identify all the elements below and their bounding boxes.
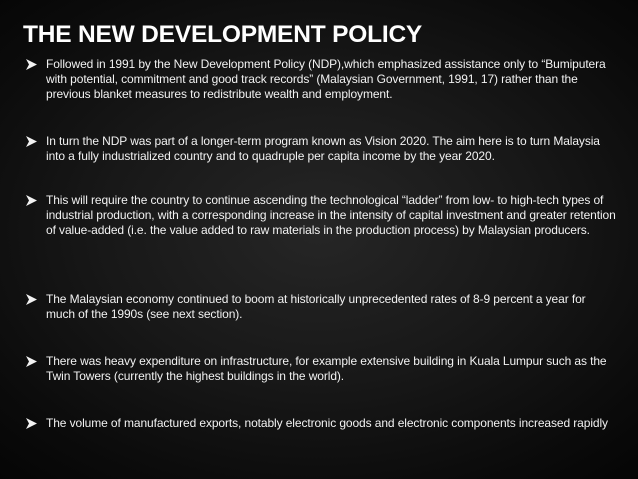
- arrow-bullet-icon: [26, 354, 37, 369]
- arrow-bullet-icon: [26, 416, 37, 431]
- bullet-text: In turn the NDP was part of a longer-term program known as Vision 2020. The aim here is to turn Malaysia into a fully industrialized country and to quadruple per capita income by the year 2020.: [46, 134, 600, 163]
- bullet-text: Followed in 1991 by the New Development Policy (NDP),which emphasized assistance only to “Bumiputera with potential, commitment and good track records” (Malaysian Government, 1991, 17) rather than the previous blanket measures to redistribute wealth and employment.: [46, 57, 606, 101]
- bullet-item: [26, 57, 616, 102]
- arrow-bullet-icon: [26, 57, 37, 72]
- bullet-text: There was heavy expenditure on infrastructure, for example extensive building in Kuala Lumpur such as the Twin Towers (currently the highest buildings in the world).: [46, 354, 607, 383]
- arrow-bullet-icon: [26, 134, 37, 149]
- bullet-item: [26, 292, 616, 322]
- arrow-bullet-icon: [26, 292, 37, 307]
- bullet-item: [26, 193, 616, 238]
- slide-title: THE NEW DEVELOPMENT POLICY: [23, 21, 423, 48]
- bullet-text: This will require the country to continue ascending the technological “ladder” from low- to high-tech types of industrial production, with a corresponding increase in the intensity of capital investment and greater retention of value-added (i.e. the value added to raw materials in the production process) by Malaysian producers.: [46, 193, 616, 237]
- arrow-bullet-icon: [26, 193, 37, 208]
- bullet-text: The Malaysian economy continued to boom at historically unprecedented rates of 8-9 percent a year for much of the 1990s (see next section).: [46, 292, 586, 321]
- bullet-text: The volume of manufactured exports, notably electronic goods and electronic components increased rapidly: [46, 416, 608, 430]
- bullet-item: [26, 134, 616, 164]
- bullet-item: [26, 354, 616, 384]
- bullet-item: [26, 416, 616, 431]
